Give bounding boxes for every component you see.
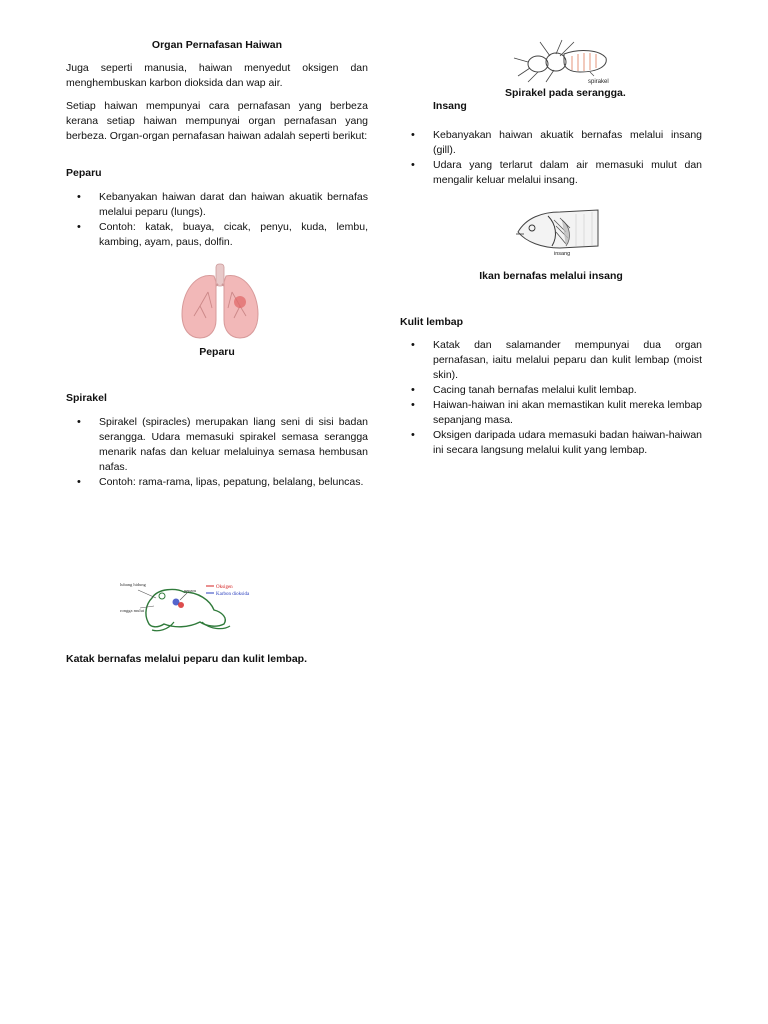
list-item: • Spirakel (spiracles) merupakan liang seni di sisi badan serangga. Udara memasuki spirakel semasa serangga menarik nafas dan keluar melaluinya semasa hembusan nafas. bbox=[66, 415, 368, 475]
peparu-caption: Peparu bbox=[199, 346, 235, 358]
fish-caption: Ikan bernafas melalui insang bbox=[479, 270, 623, 282]
frog-label-lungs: peparu bbox=[184, 588, 197, 593]
peparu-heading: Peparu bbox=[66, 167, 102, 179]
frog-label-nostril: lubang hidung bbox=[120, 582, 146, 587]
kulit-list bbox=[400, 338, 702, 458]
list-item: • Oksigen daripada udara memasuki badan haiwan-haiwan ini secara langsung melalui kulit yang lembap. bbox=[400, 428, 702, 458]
spirakel-list bbox=[66, 415, 368, 490]
list-item: • Kebanyakan haiwan darat dan haiwan akuatik bernafas melalui peparu (lungs). bbox=[66, 190, 368, 220]
insect-caption: Spirakel pada serangga. bbox=[505, 87, 626, 99]
frog-label-mouth: rongga mulut bbox=[120, 608, 145, 613]
lungs-illustration bbox=[178, 262, 262, 342]
fish-label-insang: insang bbox=[554, 251, 571, 256]
list-item: • Kebanyakan haiwan akuatik bernafas melalui insang (gill). bbox=[400, 128, 702, 158]
insect-illustration bbox=[510, 36, 630, 86]
insang-list bbox=[400, 128, 702, 188]
spirakel-heading: Spirakel bbox=[66, 392, 107, 404]
list-item: • Udara yang terlarut dalam air memasuki mulut dan mengalir keluar melalui insang. bbox=[400, 158, 702, 188]
legend-co2: Karbon dioksida bbox=[216, 592, 250, 597]
list-item: • Cacing tanah bernafas melalui kulit lembap. bbox=[400, 383, 702, 398]
insect-label-spirakel: spirakel bbox=[588, 79, 609, 85]
list-item: • Contoh: rama-rama, lipas, pepatung, belalang, beluncas. bbox=[66, 475, 368, 490]
legend-oxygen: Oksigen bbox=[216, 585, 233, 590]
page-title: Organ Pernafasan Haiwan bbox=[151, 39, 283, 51]
kulit-heading: Kulit lembap bbox=[400, 316, 464, 328]
frog-illustration bbox=[118, 578, 308, 636]
fish-illustration bbox=[516, 204, 600, 256]
list-item: • Haiwan-haiwan ini akan memastikan kulit mereka lembap sepanjang masa. bbox=[400, 398, 702, 428]
list-item: • Katak dan salamander mempunyai dua organ pernafasan, iaitu melalui peparu dan kulit lembap (moist skin). bbox=[400, 338, 702, 383]
peparu-list bbox=[66, 190, 368, 250]
insang-heading: Insang bbox=[433, 100, 467, 112]
frog-caption: Katak bernafas melalui peparu dan kulit lembap. bbox=[66, 653, 307, 665]
list-item: • Contoh: katak, buaya, cicak, penyu, kuda, lembu, kambing, ayam, paus, dolfin. bbox=[66, 220, 368, 250]
intro-paragraph-1: Juga seperti manusia, haiwan menyedut oksigen dan menghembuskan karbon dioksida dan wap air. bbox=[66, 62, 368, 89]
intro-paragraph-2: Setiap haiwan mempunyai cara pernafasan yang berbeza kerana setiap haiwan mempunyai organ pernafasan yang berbeza. Organ-organ pernafasan haiwan adalah seperti berikut: bbox=[66, 100, 368, 142]
